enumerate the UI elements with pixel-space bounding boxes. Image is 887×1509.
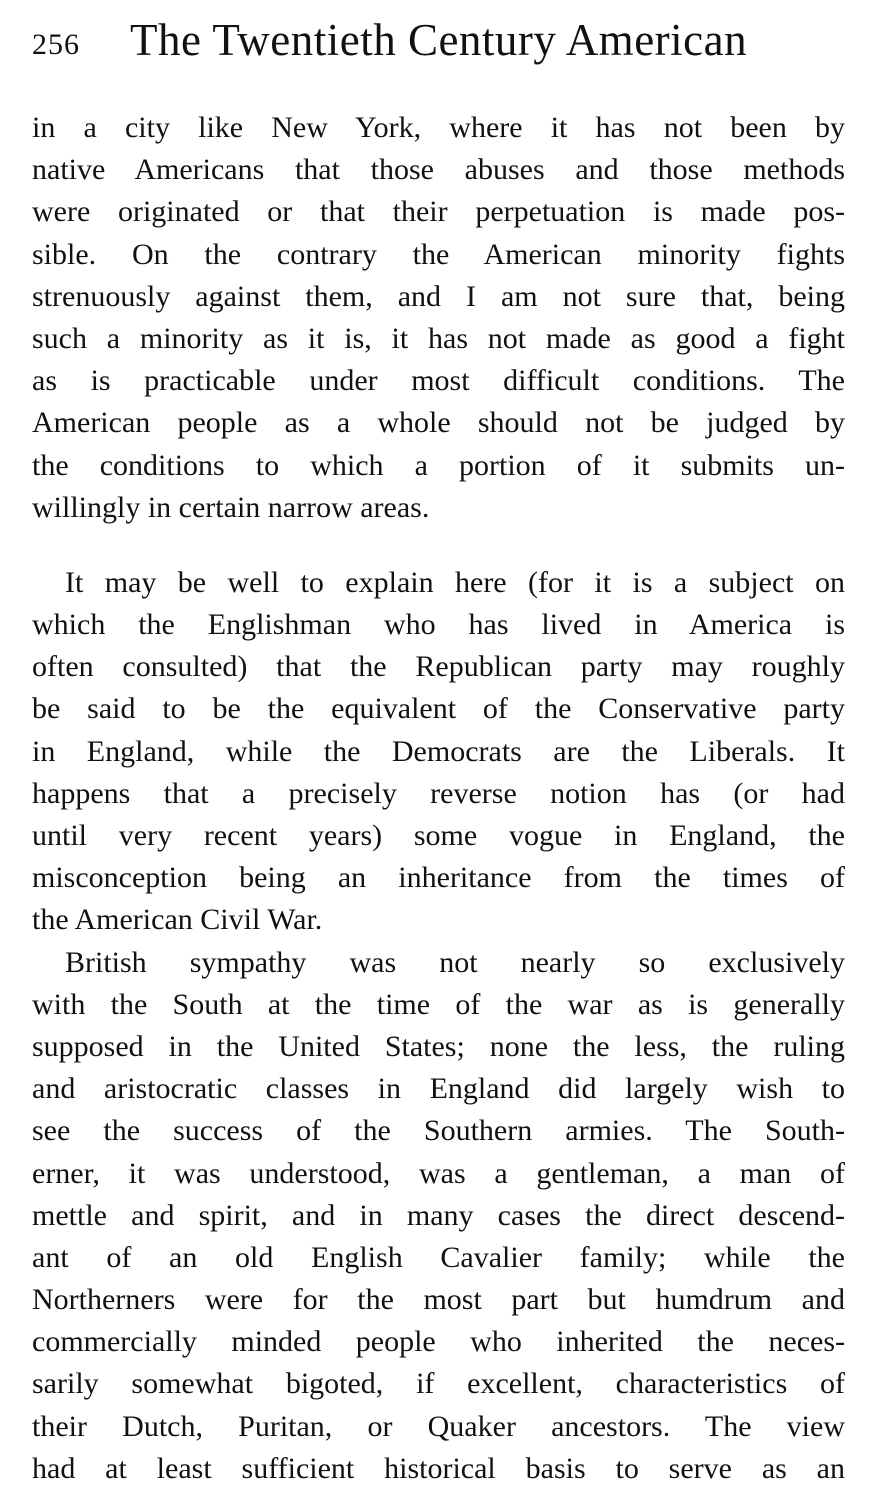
- text-line: mettle and spirit, and in many cases the direct descend-: [32, 1198, 845, 1232]
- text-line: British sympathy was not nearly so exclusively: [65, 945, 845, 979]
- text-line: commercially minded people who inherited the neces-: [32, 1325, 845, 1359]
- text-line: as is practicable under most difficult conditions. The: [32, 364, 845, 398]
- text-line: which the Englishman who has lived in America is: [32, 608, 845, 642]
- text-line: such a minority as it is, it has not made as good a fight: [32, 321, 845, 355]
- page-number: 256: [32, 28, 80, 61]
- text-line: happens that a precisely reverse notion has (or had: [32, 776, 845, 810]
- text-line: Northerners were for the most part but humdrum and: [32, 1283, 845, 1317]
- text-line: be said to be the equivalent of the Conservative party: [32, 692, 845, 726]
- paragraph-2: [32, 562, 845, 942]
- paragraph-1: [32, 107, 845, 529]
- text-line: with the South at the time of the war as is generally: [32, 987, 845, 1021]
- text-line: ant of an old English Cavalier family; while the: [32, 1240, 845, 1274]
- text-line: supposed in the United States; none the less, the ruling: [32, 1029, 845, 1063]
- text-line: often consulted) that the Republican party may roughly: [32, 650, 845, 684]
- text-line: the American Civil War.: [32, 903, 323, 937]
- text-line: had at least sufficient historical basis to serve as an: [32, 1451, 845, 1485]
- text-line: see the success of the Southern armies. The South-: [32, 1114, 845, 1148]
- body-text: [32, 107, 845, 1490]
- text-line: misconception being an inheritance from the times of: [32, 861, 845, 895]
- text-line: in a city like New York, where it has not been by: [32, 111, 845, 144]
- text-line: American people as a whole should not be judged by: [32, 406, 845, 440]
- text-line: were originated or that their perpetuation is made pos-: [32, 195, 845, 229]
- text-line: their Dutch, Puritan, or Quaker ancestors. The view: [32, 1409, 845, 1443]
- text-line: in England, while the Democrats are the Liberals. It: [32, 734, 845, 768]
- text-line: erner, it was understood, was a gentleman, a man of: [32, 1156, 845, 1190]
- text-line: and aristocratic classes in England did largely wish to: [32, 1072, 845, 1106]
- text-line: sarily somewhat bigoted, if excellent, characteristics of: [32, 1367, 845, 1401]
- text-line: native Americans that those abuses and those methods: [32, 153, 845, 187]
- running-title: The Twentieth Century American: [130, 15, 748, 65]
- text-line: It may be well to explain here (for it is a subject on: [65, 565, 845, 599]
- paragraph-spacer: [32, 529, 845, 562]
- text-line: willingly in certain narrow areas.: [32, 490, 430, 524]
- text-line: strenuously against them, and I am not sure that, being: [32, 279, 845, 313]
- text-line: sible. On the contrary the American minority fights: [32, 237, 845, 271]
- page-header: [32, 10, 847, 70]
- text-line: until very recent years) some vogue in England, the: [32, 819, 845, 852]
- paragraph-3: [32, 942, 845, 1490]
- text-line: the conditions to which a portion of it submits un-: [32, 448, 845, 482]
